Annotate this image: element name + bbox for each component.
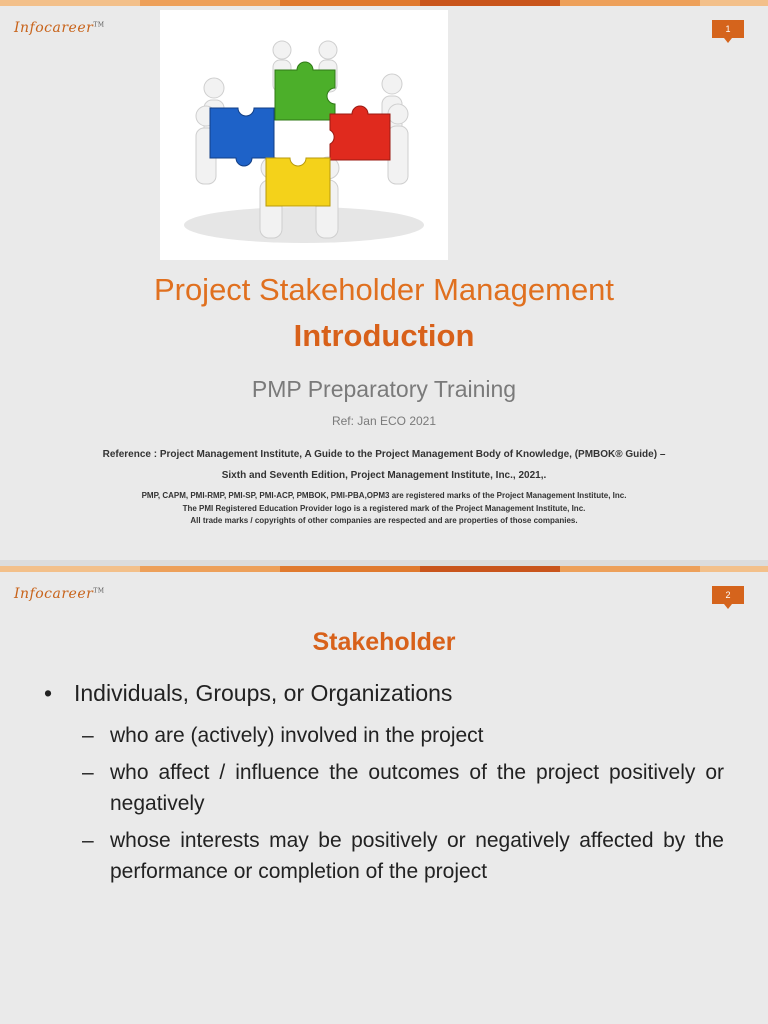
sub-bullet-marker: –: [82, 761, 94, 784]
infocareer-logo: Infocareer™: [14, 20, 105, 36]
bullet-text: Individuals, Groups, or Organizations: [74, 680, 453, 706]
slide-subtitle: Introduction: [293, 318, 475, 353]
trademark-notice: [80, 490, 688, 528]
trademark-line: All trade marks / copyrights of other companies are respected and are properties of those companies.: [190, 516, 578, 525]
bullet-marker: •: [44, 680, 53, 706]
reference-line: Reference : Project Management Institute, A Guide to the Project Management Body of Knowledge, (PMBOK® Guide) –: [102, 449, 666, 460]
sub-bullet-item: [82, 825, 724, 887]
page-number-badge: 2: [712, 586, 744, 604]
slide-title: Stakeholder: [312, 628, 456, 656]
sub-bullet-marker: –: [82, 829, 94, 852]
top-color-bar: [0, 0, 768, 6]
ref-label: Ref: Jan ECO 2021: [331, 414, 437, 428]
reference-text: [60, 444, 708, 486]
trademark-line: The PMI Registered Education Provider logo is a registered mark of the Project Management Institute, Inc.: [182, 503, 586, 513]
puzzle-people-image: [160, 10, 448, 260]
reference-line: Sixth and Seventh Edition, Project Management Institute, Inc., 2021,.: [221, 470, 547, 481]
top-color-bar: [0, 566, 768, 572]
slide-title: Project Stakeholder Management: [153, 272, 615, 307]
bullet-item: [44, 680, 452, 707]
slide-2: [0, 566, 768, 1024]
sub-bullet-marker: –: [82, 724, 94, 747]
sub-bullet-item: [82, 720, 724, 751]
sub-bullet-item: [82, 757, 724, 819]
sub-bullet-text: whose interests may be positively or negatively affected by the performance or completion of the project: [110, 829, 724, 883]
infocareer-logo: Infocareer™: [14, 586, 105, 602]
page-number-badge: 1: [712, 20, 744, 38]
sub-bullet-list: [82, 720, 724, 893]
training-label: PMP Preparatory Training: [251, 376, 517, 402]
sub-bullet-text: who affect / influence the outcomes of the project positively or negatively: [110, 761, 724, 815]
sub-bullet-text: who are (actively) involved in the project: [110, 724, 484, 747]
trademark-line: PMP, CAPM, PMI-RMP, PMI-SP, PMI-ACP, PMBOK, PMI-PBA,OPM3 are registered marks of the Project Management Institute, Inc.: [141, 491, 627, 500]
